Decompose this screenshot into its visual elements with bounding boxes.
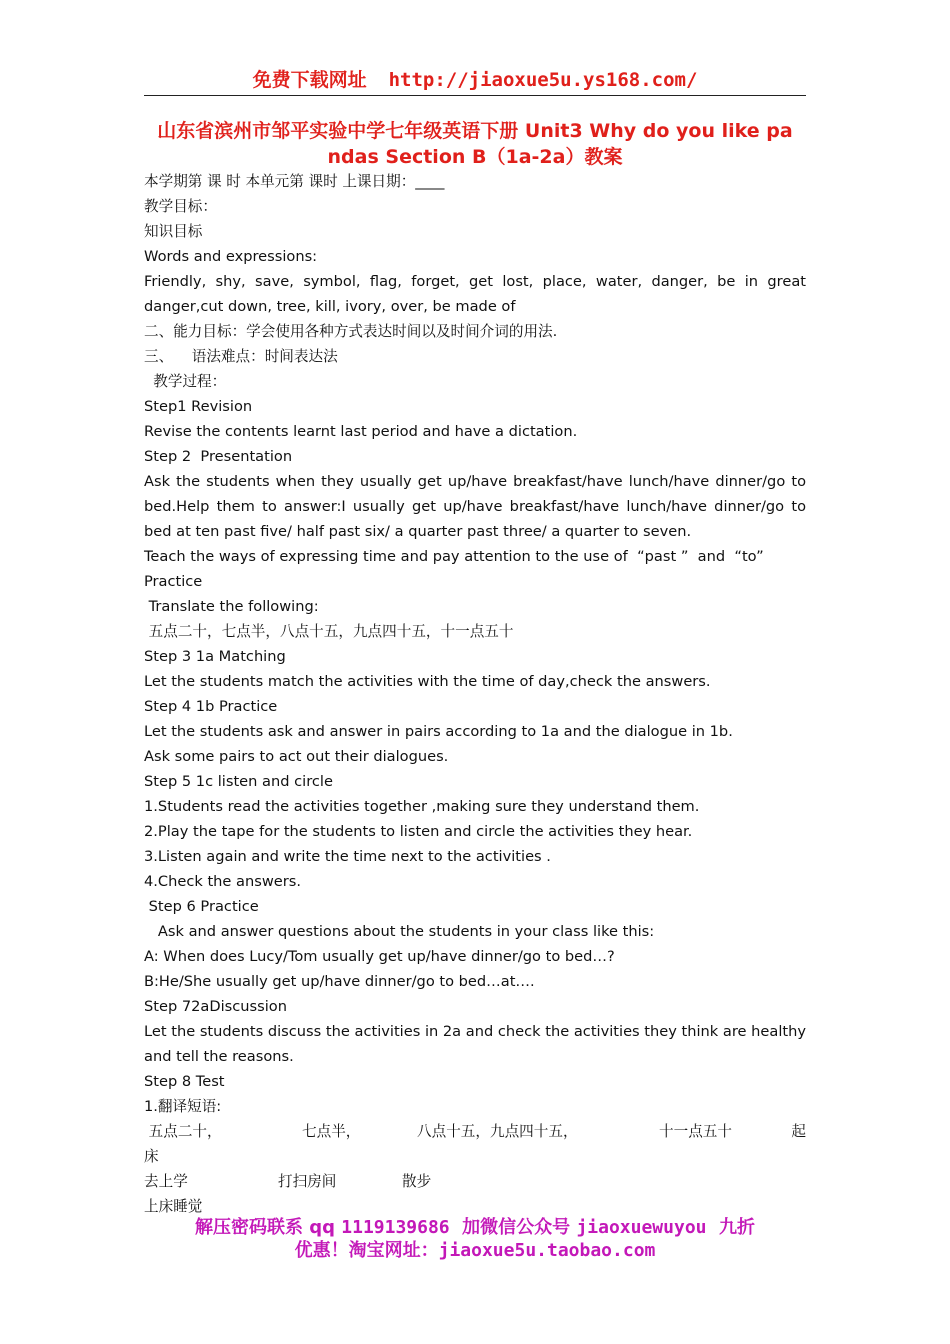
schedule-line: 本学期第 课 时 本单元第 课时 上课日期：____: [144, 173, 445, 190]
practice-heading: Practice: [144, 573, 203, 590]
test-bed: 床: [144, 1148, 159, 1165]
test-sleep: 上床睡觉: [144, 1198, 203, 1215]
test-phrase-3: 八点十五，九点四十五，: [417, 1123, 578, 1140]
footer-discount: 九折: [706, 1217, 756, 1238]
document-title: [144, 118, 806, 170]
footer-line-1: [144, 1216, 806, 1239]
step7-text: Let the students discuss the activities in 2a and check the activities they think are healthy and tell the reasons.: [144, 1023, 806, 1065]
grammar-difficulty: 三、 语法难点：时间表达法: [144, 348, 338, 365]
step5-item-2: 2.Play the tape for the students to listen and circle the activities they hear.: [144, 823, 693, 840]
lesson-body: [144, 169, 806, 1219]
step2-text: Ask the students when they usually get up/have breakfast/have lunch/have dinner/go to bed.Help them to answer:I usually get up/have breakfast/have lunch/have dinner/go to bed at ten past five/ half past six/ a quarter past three/ a quarter to seven.: [144, 473, 806, 540]
step2-heading: Step 2 Presentation: [144, 448, 293, 465]
step1-text: Revise the contents learnt last period and have a dictation.: [144, 423, 578, 440]
step6-heading: Step 6 Practice: [144, 898, 259, 915]
footer-wechat-id: jiaoxuewuyou: [576, 1217, 707, 1238]
page-header: [144, 66, 806, 96]
footer-qq-number: 1119139686: [341, 1217, 450, 1238]
page-footer: [144, 1216, 806, 1262]
step7-heading: Step 72aDiscussion: [144, 998, 287, 1015]
translate-heading: Translate the following:: [144, 598, 319, 615]
words-list: Friendly, shy, save, symbol, flag, forget, get lost, place, water, danger, be in great danger,cut down, tree, kill, ivory, over, be made of: [144, 273, 806, 315]
step4-text: Let the students ask and answer in pairs according to 1a and the dialogue in 1b.: [144, 723, 733, 740]
step8-heading: Step 8 Test: [144, 1073, 225, 1090]
test-row2-phrase-2: 打扫房间: [278, 1173, 337, 1190]
footer-contact-label: 解压密码联系 qq: [194, 1217, 342, 1238]
test-row2-phrase-3: 散步: [402, 1173, 432, 1190]
header-url-link[interactable]: http://jiaoxue5u.ys168.com/: [388, 69, 698, 91]
test-phrase-1: 五点二十，: [144, 1123, 222, 1140]
test-row2-phrase-1: 去上学: [144, 1173, 188, 1190]
step1-heading: Step1 Revision: [144, 398, 253, 415]
step4-heading: Step 4 1b Practice: [144, 698, 278, 715]
step4-text-2: Ask some pairs to act out their dialogues.: [144, 748, 449, 765]
footer-taobao-label: 优惠！淘宝网址：: [294, 1240, 439, 1261]
step5-heading: Step 5 1c listen and circle: [144, 773, 333, 790]
footer-taobao-link[interactable]: jiaoxue5u.taobao.com: [438, 1240, 656, 1261]
step5-item-4: 4.Check the answers.: [144, 873, 301, 890]
test-item-1: 1.翻译短语:: [144, 1098, 222, 1115]
test-phrases-row: [144, 1119, 806, 1144]
step3-heading: Step 3 1a Matching: [144, 648, 286, 665]
footer-line-2: [144, 1239, 806, 1262]
translate-times: 五点二十，七点半，八点十五，九点四十五，十一点五十: [144, 623, 514, 640]
test-phrase-4: 十一点五十: [659, 1123, 732, 1140]
title-line-1: 山东省滨州市邹平实验中学七年级英语下册 Unit3 Why do you like pa: [157, 120, 793, 142]
words-heading: Words and expressions:: [144, 248, 318, 265]
title-line-2: ndas Section B（1a-2a）教案: [327, 146, 623, 168]
step3-text: Let the students match the activities with the time of day,check the answers.: [144, 673, 711, 690]
goals-heading: 教学目标：: [144, 198, 217, 215]
process-heading: 教学过程：: [144, 373, 227, 390]
test-phrase-2: 七点半，: [302, 1123, 361, 1140]
step6-question: A: When does Lucy/Tom usually get up/have dinner/go to bed…?: [144, 948, 615, 965]
step6-text: Ask and answer questions about the students in your class like this:: [144, 923, 655, 940]
step2-teach: Teach the ways of expressing time and pay attention to the use of “past ” and “to”: [144, 548, 764, 565]
header-label: 免费下载网址: [252, 69, 367, 91]
footer-wechat-label: 加微信公众号: [449, 1217, 577, 1238]
test-phrases-row-2: [144, 1169, 806, 1194]
knowledge-heading: 知识目标: [144, 223, 203, 240]
step6-answer: B:He/She usually get up/have dinner/go to bed…at….: [144, 973, 535, 990]
test-phrase-5: 起: [791, 1123, 806, 1140]
ability-goal: 二、能力目标：学会使用各种方式表达时间以及时间介词的用法.: [144, 323, 558, 340]
step5-item-1: 1.Students read the activities together ,making sure they understand them.: [144, 798, 700, 815]
step5-item-3: 3.Listen again and write the time next to the activities .: [144, 848, 551, 865]
